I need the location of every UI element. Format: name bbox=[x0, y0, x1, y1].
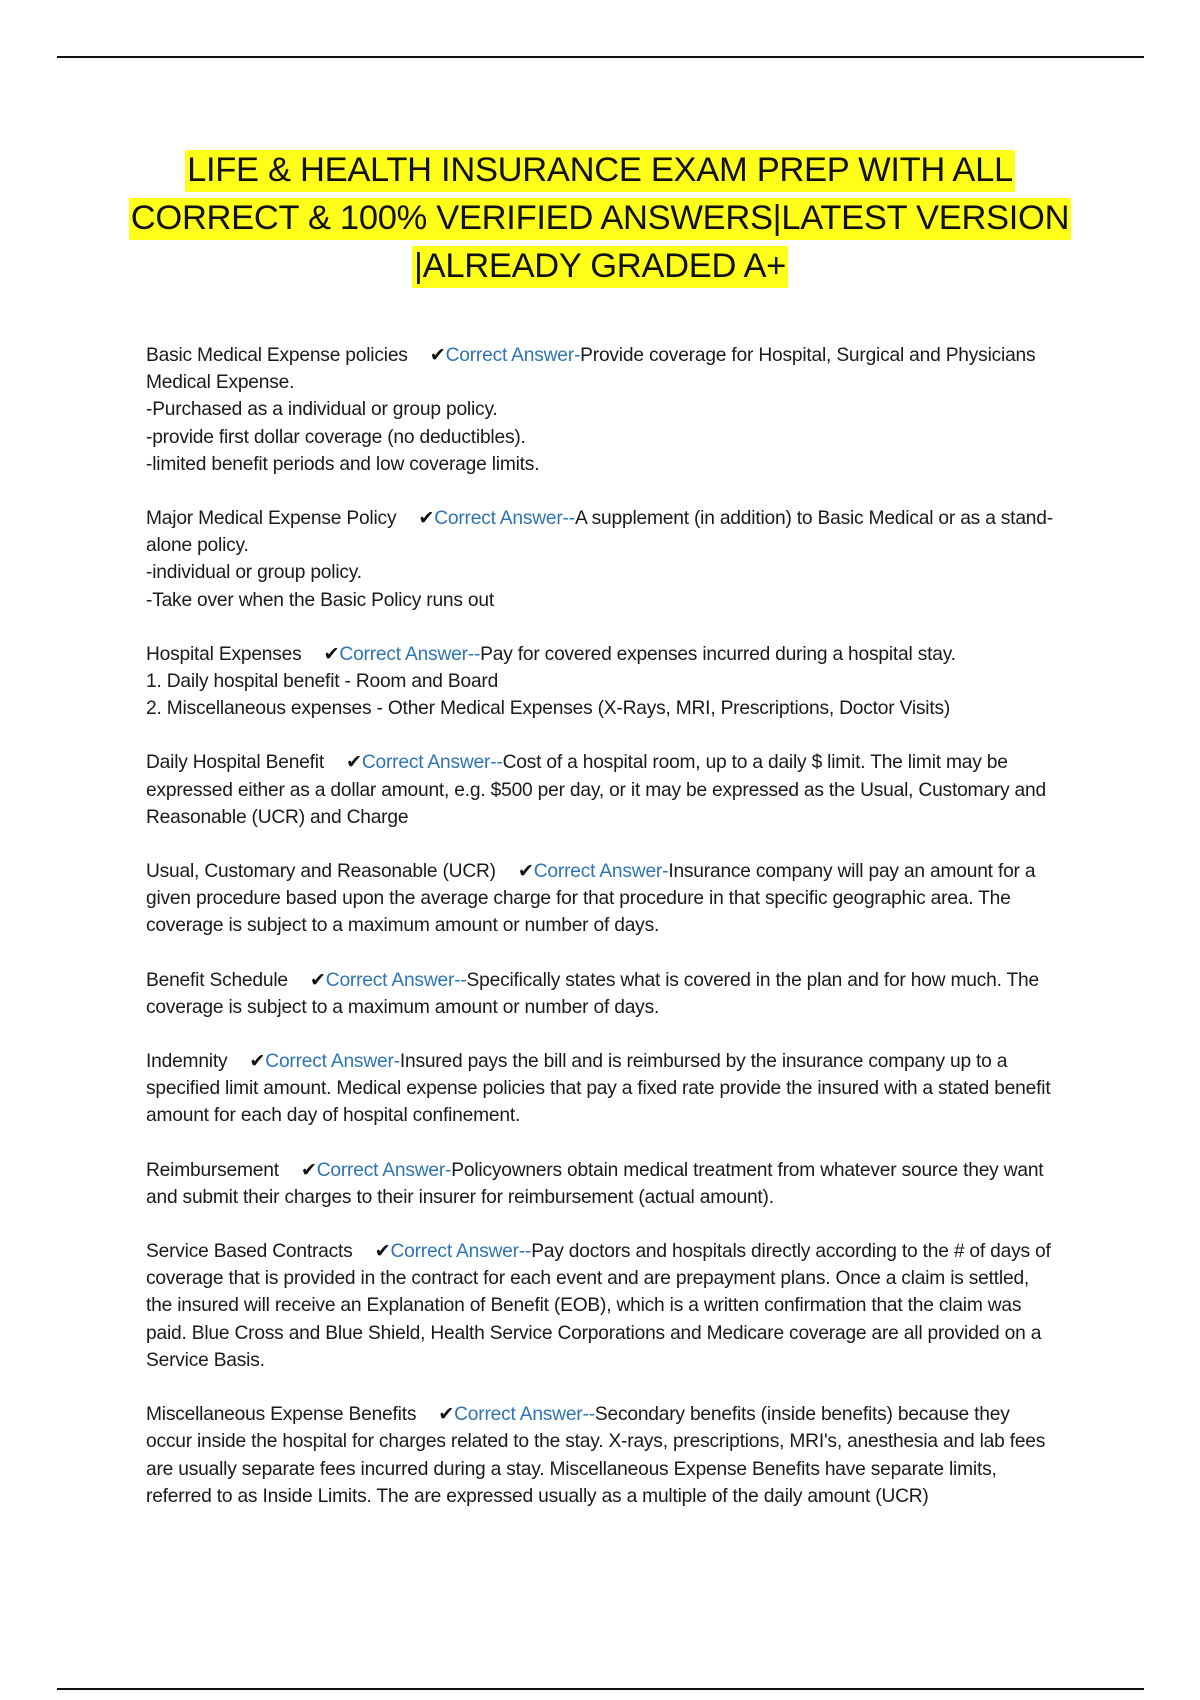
qa-entry-main bbox=[146, 345, 1035, 393]
qa-answer: Secondary benefits (inside benefits) because they occur inside the hospital for charges related to the stay. X-rays, prescriptions, MRI's, anesthesia and lab fees are usually separate fees incurred during a stay. Miscellaneous Expense Benefits have separate limits, referred to as Inside Limits. The are expressed usually as a multiple of the daily amount (UCR) bbox=[146, 1404, 1046, 1507]
qa-answer: Insurance company will pay an amount for a given procedure based upon the average charge for that procedure in that specific geographic area. The coverage is subject to a maximum amount or number of days. bbox=[146, 861, 1036, 937]
correct-answer-separator: -- bbox=[582, 1404, 595, 1426]
correct-answer-separator: - bbox=[445, 1159, 452, 1181]
correct-answer-label: Correct Answer bbox=[325, 969, 455, 991]
title-highlight: |ALREADY GRADED A+ bbox=[412, 246, 788, 288]
check-mark-icon: ✔ bbox=[429, 345, 446, 366]
qa-entry bbox=[146, 641, 1056, 723]
qa-term: Major Medical Expense Policy bbox=[146, 508, 397, 530]
check-mark-icon: ✔ bbox=[438, 1404, 455, 1426]
title-highlight: CORRECT & 100% VERIFIED ANSWERS|LATEST VERSION bbox=[129, 198, 1071, 240]
correct-answer-label: Correct Answer bbox=[361, 752, 491, 774]
qa-answer-line: 1. Daily hospital benefit - Room and Board bbox=[146, 671, 499, 693]
check-mark-icon: ✔ bbox=[249, 1051, 266, 1073]
correct-answer-separator: - bbox=[573, 345, 581, 366]
correct-answer-label: Correct Answer bbox=[339, 643, 468, 665]
correct-answer-separator: -- bbox=[562, 508, 575, 530]
qa-answer-line: -provide first dollar coverage (no deductibles). bbox=[146, 426, 526, 448]
qa-entry-main bbox=[146, 1404, 1045, 1507]
qa-answer-line: -limited benefit periods and low coverage limits. bbox=[146, 453, 540, 475]
qa-entry-list bbox=[146, 342, 1056, 1537]
qa-term: Reimbursement bbox=[146, 1159, 279, 1181]
qa-entry bbox=[146, 1157, 1056, 1211]
qa-term: Miscellaneous Expense Benefits bbox=[146, 1404, 417, 1426]
correct-answer-label: Correct Answer bbox=[316, 1159, 446, 1181]
qa-entry bbox=[146, 1238, 1056, 1374]
qa-answer-line: -Purchased as a individual or group policy. bbox=[146, 399, 498, 421]
correct-answer-label: Correct Answer bbox=[265, 1051, 394, 1073]
qa-answer: Provide coverage for Hospital, Surgical and Physicians Medical Expense. bbox=[146, 345, 1036, 394]
check-mark-icon: ✔ bbox=[374, 1241, 391, 1263]
qa-term: Hospital Expenses bbox=[146, 643, 302, 665]
qa-entry bbox=[146, 1401, 1056, 1510]
qa-entry bbox=[146, 858, 1056, 940]
qa-entry-main bbox=[146, 970, 1039, 1018]
qa-answer: A supplement (in addition) to Basic Medical or as a stand-alone policy. bbox=[146, 508, 1053, 557]
qa-entry-main bbox=[146, 508, 1053, 556]
title-line-1 bbox=[100, 146, 1100, 194]
check-mark-icon: ✔ bbox=[309, 969, 326, 991]
qa-entry bbox=[146, 505, 1056, 614]
qa-term: Daily Hospital Benefit bbox=[146, 752, 324, 774]
check-mark-icon: ✔ bbox=[323, 643, 340, 665]
qa-entry-main bbox=[146, 1160, 1043, 1208]
correct-answer-label: Correct Answer bbox=[434, 508, 563, 530]
check-mark-icon: ✔ bbox=[418, 508, 435, 530]
correct-answer-label: Correct Answer bbox=[390, 1241, 519, 1263]
qa-entry bbox=[146, 342, 1056, 478]
correct-answer-separator: -- bbox=[490, 752, 503, 774]
qa-term: Indemnity bbox=[146, 1051, 228, 1073]
qa-entry-main bbox=[146, 1241, 1051, 1371]
footer-rule bbox=[57, 1688, 1144, 1690]
qa-entry bbox=[146, 749, 1056, 831]
correct-answer-separator: -- bbox=[467, 643, 481, 665]
qa-answer-line: -individual or group policy. bbox=[146, 562, 362, 584]
correct-answer-separator: -- bbox=[518, 1241, 532, 1263]
qa-answer-line: 2. Miscellaneous expenses - Other Medical Expenses (X-Rays, MRI, Prescriptions, Doctor Visits) bbox=[146, 698, 951, 720]
check-mark-icon: ✔ bbox=[517, 861, 534, 883]
qa-answer-line: -Take over when the Basic Policy runs out bbox=[146, 589, 495, 611]
document-title bbox=[100, 146, 1100, 290]
qa-entry-main bbox=[146, 752, 1046, 827]
qa-answer: Insured pays the bill and is reimbursed by the insurance company up to a specified limit amount. Medical expense policies that pay a fixed rate provide the insured with a stated benefit amount for each day of hospital confinement. bbox=[146, 1051, 1051, 1127]
qa-entry bbox=[146, 1048, 1056, 1130]
qa-term: Benefit Schedule bbox=[146, 969, 288, 991]
qa-entry-main bbox=[146, 861, 1035, 936]
qa-entry-main bbox=[146, 644, 956, 665]
title-highlight: LIFE & HEALTH INSURANCE EXAM PREP WITH ALL bbox=[185, 150, 1015, 192]
qa-answer: Cost of a hospital room, up to a daily $ limit. The limit may be expressed either as a dollar amount, e.g. $500 per day, or it may be expressed as the Usual, Customary and Reasonable (UCR) and Charge bbox=[146, 752, 1046, 828]
title-line-2 bbox=[100, 194, 1100, 242]
title-line-3 bbox=[100, 242, 1100, 290]
correct-answer-label: Correct Answer bbox=[533, 861, 663, 883]
qa-term: Usual, Customary and Reasonable (UCR) bbox=[146, 861, 496, 883]
correct-answer-separator: - bbox=[393, 1051, 400, 1073]
correct-answer-label: Correct Answer bbox=[454, 1404, 583, 1426]
qa-term: Basic Medical Expense policies bbox=[146, 345, 408, 366]
correct-answer-label: Correct Answer bbox=[445, 345, 574, 366]
check-mark-icon: ✔ bbox=[300, 1159, 317, 1181]
check-mark-icon: ✔ bbox=[345, 752, 362, 774]
qa-entry bbox=[146, 967, 1056, 1021]
qa-answer: Pay for covered expenses incurred during a hospital stay. bbox=[480, 643, 956, 665]
qa-term: Service Based Contracts bbox=[146, 1241, 353, 1263]
qa-entry-main bbox=[146, 1051, 1050, 1126]
correct-answer-separator: - bbox=[662, 861, 669, 883]
qa-answer: Policyowners obtain medical treatment from whatever source they want and submit their charges to their insurer for reimbursement (actual amount). bbox=[146, 1159, 1044, 1208]
correct-answer-separator: -- bbox=[454, 969, 467, 991]
qa-answer: Specifically states what is covered in the plan and for how much. The coverage is subject to a maximum amount or number of days. bbox=[146, 969, 1039, 1018]
qa-answer: Pay doctors and hospitals directly according to the # of days of coverage that is provided in the contract for each event and are prepayment plans. Once a claim is settled, the insured will receive an Explanation of Benefit (EOB), which is a written confirmation that the claim was paid. Blue Cross and Blue Shield, Health Service Corporations and Medicare coverage are all provided on a Service Basis. bbox=[146, 1241, 1051, 1371]
header-rule bbox=[57, 56, 1144, 58]
